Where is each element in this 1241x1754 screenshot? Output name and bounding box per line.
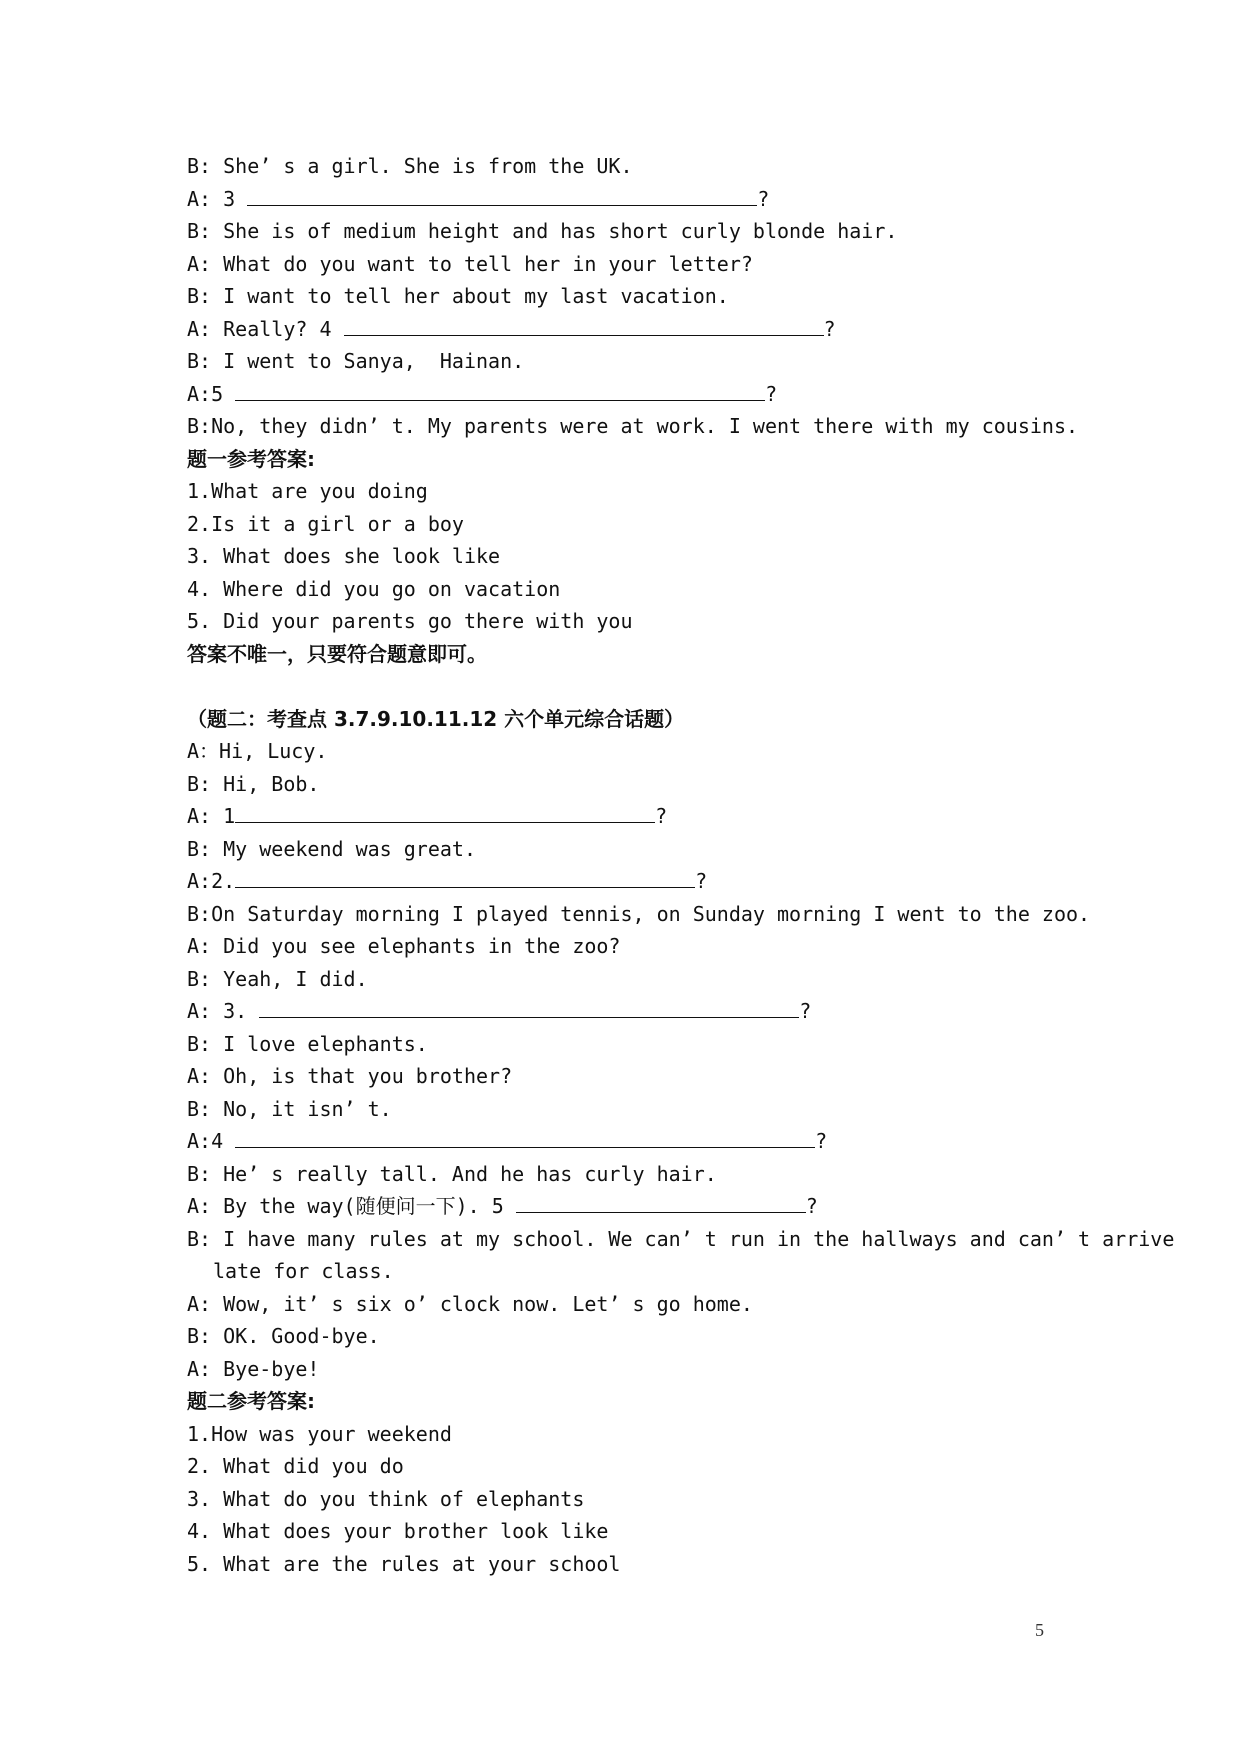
dialogue-line: A：Hi, Lucy. — [187, 739, 328, 763]
page-number: 5 — [1035, 1620, 1044, 1640]
answers-heading: 题一参考答案: — [187, 446, 315, 471]
answer-item: 4. Where did you go on vacation — [187, 576, 561, 601]
dialogue-line: B:On Saturday morning I played tennis, on Sunday morning I went to the zoo. — [187, 901, 1091, 926]
dialogue-line — [187, 183, 1107, 216]
answer-item: 5. What are the rules at your school — [187, 1551, 621, 1576]
answer-item: 4. What does your brother look like — [187, 1519, 609, 1543]
dialogue-line: A: What do you want to tell her in your letter? — [187, 251, 753, 276]
line-prefix: A: 3 — [187, 186, 248, 211]
dialogue-line: B: Hi, Bob. — [187, 771, 320, 796]
line-suffix: ? — [757, 186, 770, 211]
dialogue-line — [187, 378, 1107, 411]
answer-item: 2.Is it a girl or a boy — [187, 511, 464, 536]
dialogue-line: B: OK. Good-bye. — [187, 1324, 380, 1348]
spacer — [187, 670, 1107, 703]
answer-item: 5. Did your parents go there with you — [187, 609, 633, 633]
answer-blank — [235, 804, 655, 823]
dialogue-line — [187, 1125, 1107, 1158]
dialogue-line: late for class. — [213, 1259, 394, 1283]
answer-blank — [247, 187, 757, 206]
dialogue-line: A: Did you see elephants in the zoo? — [187, 934, 621, 958]
section-heading: （题二：考查点 3.7.9.10.11.12 六个单元综合话题） — [187, 706, 685, 731]
document-content — [187, 150, 1175, 1580]
line-suffix: ? — [695, 869, 708, 893]
dialogue-line: B: I went to Sanya, Hainan. — [187, 349, 525, 373]
dialogue-line: A: Oh, is that you brother? — [187, 1064, 513, 1088]
dialogue-line: B: My weekend was great. — [187, 836, 476, 861]
line-suffix: ? — [805, 1194, 818, 1218]
line-suffix: ? — [823, 316, 836, 341]
answers-heading: 题二参考答案: — [187, 1389, 315, 1413]
answer-blank — [235, 869, 695, 888]
dialogue-line: B: I love elephants. — [187, 1031, 428, 1056]
answer-item: 2. What did you do — [187, 1454, 404, 1478]
answer-item: 1.What are you doing — [187, 479, 428, 503]
answer-blank — [344, 317, 824, 336]
line-prefix: A: By the way(随便问一下). 5 — [187, 1194, 516, 1218]
dialogue-line — [187, 865, 1107, 898]
dialogue-line: B: She’ s a girl. She is from the UK. — [187, 154, 633, 178]
line-suffix: ? — [799, 999, 812, 1023]
answer-blank — [235, 382, 765, 401]
answer-item: 3. What do you think of elephants — [187, 1486, 585, 1511]
answer-item: 3. What does she look like — [187, 544, 501, 568]
line-suffix: ? — [815, 1129, 828, 1153]
line-suffix: ? — [655, 804, 668, 828]
answer-blank — [259, 999, 799, 1018]
dialogue-line — [187, 800, 1107, 833]
dialogue-line: B: I have many rules at my school. We can’ t run in the hallways and can’ t arrive — [187, 1226, 1175, 1251]
answer-blank — [235, 1129, 815, 1148]
answers-note: 答案不唯一，只要符合题意即可。 — [187, 641, 487, 666]
dialogue-line: B: Yeah, I did. — [187, 966, 368, 991]
dialogue-line: B: He’ s really tall. And he has curly hair. — [187, 1161, 717, 1186]
line-prefix: A: 3. — [187, 999, 260, 1023]
dialogue-line: A: Bye-bye! — [187, 1356, 320, 1381]
line-prefix: A:5 — [187, 381, 236, 406]
line-prefix: A:2. — [187, 869, 236, 893]
dialogue-line: B: I want to tell her about my last vacation. — [187, 284, 729, 308]
dialogue-line: B: She is of medium height and has short curly blonde hair. — [187, 219, 898, 243]
answer-blank — [516, 1194, 806, 1213]
dialogue-line: A: Wow, it’ s six o’ clock now. Let’ s go home. — [187, 1291, 753, 1316]
line-prefix: A: Really? 4 — [187, 316, 344, 341]
line-suffix: ? — [765, 381, 778, 406]
line-prefix: A:4 — [187, 1129, 236, 1153]
answer-item: 1.How was your weekend — [187, 1421, 452, 1446]
dialogue-line: B:No, they didn’ t. My parents were at work. I went there with my cousins. — [187, 414, 1079, 438]
dialogue-line — [187, 313, 1107, 346]
dialogue-line — [187, 1190, 1107, 1223]
dialogue-line: B: No, it isn’ t. — [187, 1096, 392, 1121]
dialogue-line — [187, 995, 1107, 1028]
line-prefix: A: 1 — [187, 804, 236, 828]
